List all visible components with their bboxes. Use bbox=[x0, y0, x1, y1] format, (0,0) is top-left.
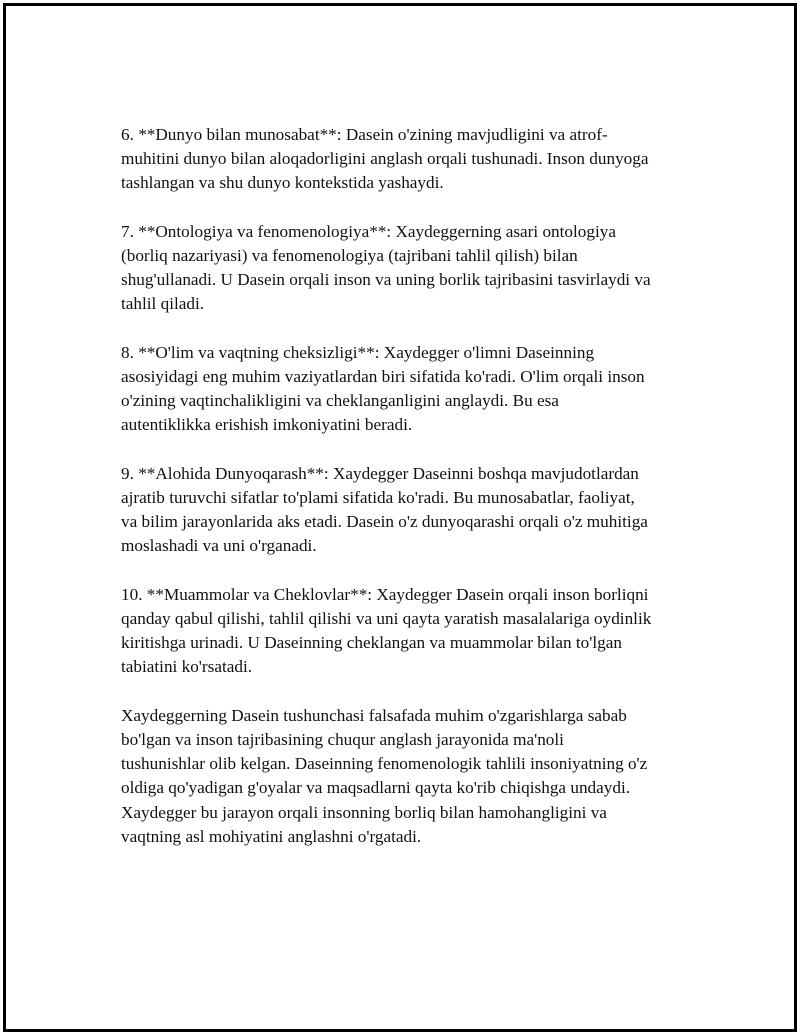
text-line: 7. **Ontologiya va fenomenologiya**: Xaydeggerning asari ontologiya bbox=[121, 221, 616, 241]
text-line: kiritishga urinadi. U Daseinning cheklangan va muammolar bilan to'lgan bbox=[121, 633, 622, 653]
text-line: bo'lgan va inson tajribasining chuqur anglash jarayonida ma'noli bbox=[121, 730, 564, 749]
paragraph-7-ontologiya bbox=[121, 220, 711, 317]
text-line: muhitini dunyo bilan aloqadorligini anglash orqali tushunadi. Inson dunyoga bbox=[121, 149, 649, 169]
text-line: qanday qabul qilishi, tahlil qilishi va uni qayta yaratish masalalariga oydinlik bbox=[121, 609, 652, 628]
text-line: (borliq nazariyasi) va fenomenologiya (tajribani tahlil qilish) bilan bbox=[121, 246, 578, 265]
paragraph-8-olim-va-vaqt bbox=[121, 341, 711, 438]
paragraph-9-alohida-dunyoqarash bbox=[121, 462, 711, 559]
page-frame bbox=[3, 3, 797, 1032]
text-line: tashlangan va shu dunyo kontekstida yashaydi. bbox=[121, 173, 444, 193]
text-line: va bilim jarayonlarida aks etadi. Dasein o'z dunyoqarashi orqali o'z muhitiga bbox=[121, 512, 648, 532]
text-line: moslashadi va uni o'rganadi. bbox=[121, 536, 317, 556]
text-line: 9. **Alohida Dunyoqarash**: Xaydegger Daseinni boshqa mavjudotlardan bbox=[121, 463, 639, 483]
document-body bbox=[121, 123, 711, 873]
text-line: shug'ullanadi. U Dasein orqali inson va uning borlik tajribasini tasvirlaydi va bbox=[121, 270, 651, 290]
text-line: ajratib turuvchi sifatlar to'plami sifatida ko'radi. Bu munosabatlar, faoliyat, bbox=[121, 488, 635, 507]
text-line: asosiyidagi eng muhim vaziyatlardan biri sifatida ko'radi. O'lim orqali inson bbox=[121, 367, 645, 386]
text-line: Xaydeggerning Dasein tushunchasi falsafada muhim o'zgarishlarga sabab bbox=[121, 705, 627, 725]
text-line: autentiklikka erishish imkoniyatini beradi. bbox=[121, 415, 413, 435]
paragraph-conclusion bbox=[121, 704, 711, 849]
paragraph-6-dunyo-bilan-munosabat bbox=[121, 123, 711, 196]
text-line: vaqtning asl mohiyatini anglashni o'rgatadi. bbox=[121, 826, 422, 846]
text-line: 6. **Dunyo bilan munosabat**: Dasein o'zining mavjudligini va atrof- bbox=[121, 125, 608, 144]
text-line: 10. **Muammolar va Cheklovlar**: Xaydegger Dasein orqali inson borliqni bbox=[121, 584, 649, 604]
text-line: Xaydegger bu jarayon orqali insonning borliq bilan hamohangligini va bbox=[121, 802, 607, 822]
text-line: o'zining vaqtinchalikligini va cheklanganligini anglaydi. Bu esa bbox=[121, 391, 559, 411]
text-line: tushunishlar olib kelgan. Daseinning fenomenologik tahlili insoniyatning o'z bbox=[121, 754, 648, 774]
text-line: tabiatini ko'rsatadi. bbox=[121, 657, 253, 677]
text-line: oldiga qo'yadigan g'oyalar va maqsadlarni qayta ko'rib chiqishga undaydi. bbox=[121, 778, 631, 798]
text-line: 8. **O'lim va vaqtning cheksizligi**: Xaydegger o'limni Daseinning bbox=[121, 342, 595, 362]
paragraph-10-muammolar bbox=[121, 583, 711, 680]
text-line: tahlil qiladi. bbox=[121, 294, 205, 314]
